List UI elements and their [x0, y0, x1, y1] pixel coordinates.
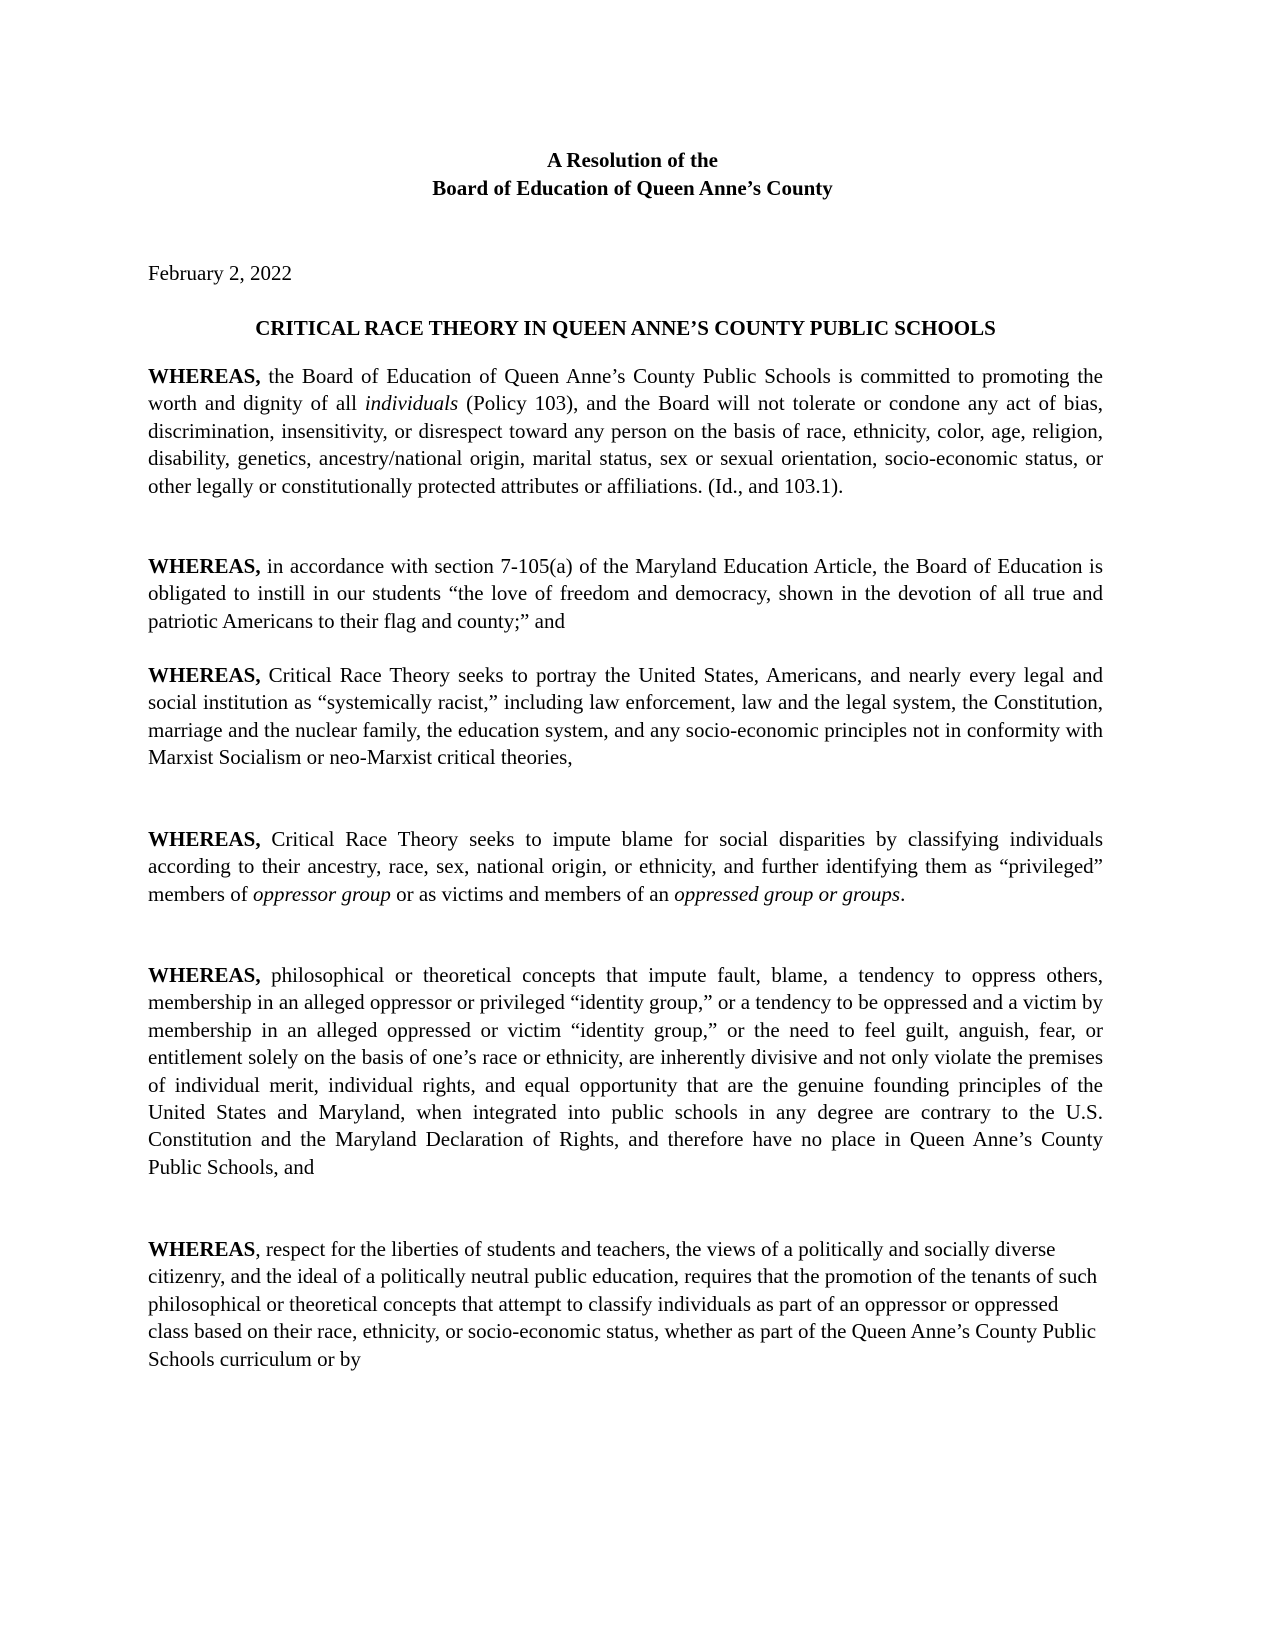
whereas-paragraph-2 — [148, 553, 1103, 635]
italic-text: oppressor group — [252, 881, 391, 906]
whereas-paragraph-4 — [148, 826, 1103, 908]
paragraph-text: (Policy 103), and the Board will not tolerate or condone any act of bias, discrimination, insensitivity, or disrespect toward any person on the basis of race, ethnicity, color, age, religion, disability, genetics, ancestry/national origin, marital status, sex or sexual orientation, socio-economic status, or other legally or constitutionally protected attributes or affiliations. (Id., and 103.1). — [148, 391, 1103, 498]
whereas-paragraph-5 — [148, 962, 1103, 1181]
italic-text: oppressed group or groups — [674, 881, 901, 906]
whereas-keyword: WHEREAS, — [148, 554, 261, 578]
paragraph-text: philosophical or theoretical concepts that impute fault, blame, a tendency to oppress others, membership in an alleged oppressor or privileged “identity group,” or a tendency to be oppressed and a victim by membership in an alleged oppressed or victim “identity group,” or the need to feel guilt, anguish, fear, or entitlement solely on the basis of one’s race or ethnicity, are inherently divisive and not only violate the premises of individual merit, individual rights, and equal opportunity that are the genuine founding principles of the United States and Maryland, when integrated into public schools in any degree are contrary to the U.S. Constitution and the Maryland Declaration of Rights, and therefore have no place in Queen Anne’s County Public Schools, and — [148, 963, 1103, 1179]
whereas-paragraph-1 — [148, 363, 1103, 500]
whereas-keyword: WHEREAS, — [148, 963, 261, 987]
paragraph-text: or as victims and members of an — [390, 881, 675, 906]
paragraph-text: , respect for the liberties of students and teachers, the views of a politically and socially diverse citizenry, and the ideal of a politically neutral public education, requires that the promotion of the tenants of such philosophical or theoretical concepts that attempt to classify individuals as part of an oppressor or oppressed class based on their race, ethnicity, or socio-economic status, whether as part of the Queen Anne’s County Public Schools curriculum or by — [148, 1237, 1098, 1371]
paragraph-text: in accordance with section 7-105(a) of the Maryland Education Article, the Board of Education is obligated to instill in our students “the love of freedom and democracy, shown in the devotion of all true and patriotic Americans to their flag and county;” and — [148, 554, 1103, 633]
resolution-heading-line-2: Board of Education of Queen Anne’s County — [432, 176, 833, 200]
whereas-paragraph-6 — [148, 1236, 1103, 1373]
resolution-title: CRITICAL RACE THEORY IN QUEEN ANNE’S COUNTY PUBLIC SCHOOLS — [255, 316, 996, 340]
paragraph-text: Critical Race Theory seeks to portray the United States, Americans, and nearly every legal and social institution as “systemically racist,” including law enforcement, law and the legal system, the Constitution, marriage and the nuclear family, the education system, and any socio-economic principles not in conformity with Marxist Socialism or neo-Marxist critical theories, — [148, 663, 1103, 770]
resolution-date: February 2, 2022 — [148, 261, 293, 285]
resolution-heading-line-1: A Resolution of the — [547, 148, 718, 172]
paragraph-text: . — [900, 881, 906, 906]
whereas-paragraph-3 — [148, 662, 1103, 772]
paragraph-text: Critical Race Theory seeks to impute blame for social disparities by classifying individuals according to their ancestry, race, sex, national origin, or ethnicity, and further identifying them as “privileged” members of — [148, 827, 1103, 906]
whereas-keyword: WHEREAS, — [148, 663, 261, 687]
paragraph-text: the Board of Education of Queen Anne’s County Public Schools is committed to promoting the worth and dignity of all — [148, 364, 1103, 416]
whereas-keyword: WHEREAS, — [148, 827, 261, 851]
italic-text: individuals — [364, 391, 459, 416]
whereas-keyword: WHEREAS, — [148, 364, 261, 388]
whereas-keyword: WHEREAS — [148, 1237, 256, 1261]
